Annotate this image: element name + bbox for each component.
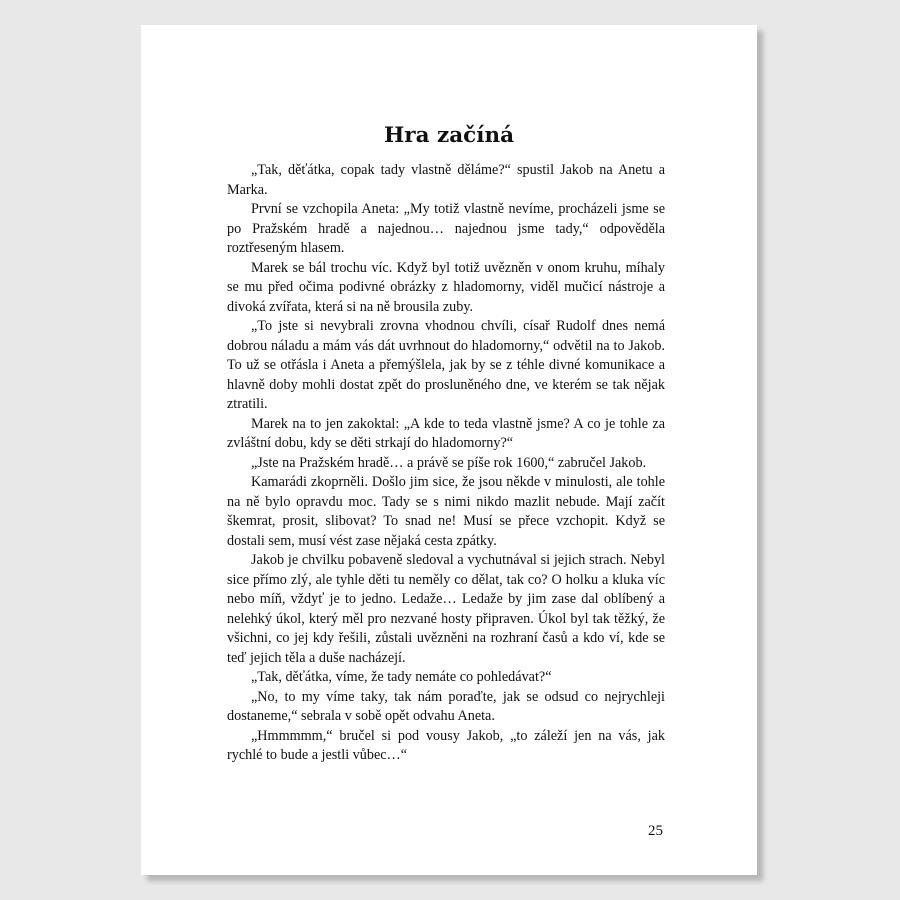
- chapter-text: [227, 161, 665, 766]
- paragraph: „Tak, děťátka, copak tady vlastně děláme?“ spustil Jakob na Anetu a Marka.: [227, 162, 665, 198]
- chapter-title: Hra začíná: [383, 123, 515, 148]
- paragraph: „To jste si nevybrali zrovna vhodnou chvíli, císař Rudolf dnes nemá dobrou náladu a mám vás dát uvrhnout do hladomorny,“ odvětil na to Jakob. To už se otřásla i Aneta a přemýšlela, jak by se z téhle divné komunikace a hlavně doby mohli dostat zpět do prosluněného dne, ve kterém se tak nějak ztratili.: [227, 318, 665, 412]
- page-number: 25: [648, 823, 663, 839]
- paragraph: Kamarádi zkoprněli. Došlo jim sice, že jsou někde v minulosti, ale tohle na ně bylo opravdu moc. Tady se s nimi nikdo mazlit nebude. Mají začít škemrat, prosit, slibovat? To snad ne! Musí se přece vzchopit. Když se dostali sem, musí vést zase nějaká cesta zpátky.: [227, 474, 665, 549]
- paragraph: „Tak, děťátka, víme, že tady nemáte co pohledávat?“: [251, 669, 552, 685]
- paragraph: „Hmmmmm,“ bručel si pod vousy Jakob, „to záleží jen na vás, jak rychlé to bude a jestli vůbec…“: [227, 727, 665, 763]
- paragraph: „Jste na Pražském hradě… a právě se píše rok 1600,“ zabručel Jakob.: [251, 454, 647, 471]
- paragraph: Marek na to jen zakoktal: „A kde to teda vlastně jsme? A co je tohle za zvláštní dobu, kdy se děti strkají do hladomorny?“: [227, 415, 665, 451]
- paragraph: „No, to my víme taky, tak nám poraďte, jak se odsud co nejrychleji dostaneme,“ sebrala v sobě opět odvahu Aneta.: [227, 688, 665, 724]
- paragraph: Marek se bál trochu víc. Když byl totiž uvězněn v onom kruhu, míhaly se mu před očima podivné obrázky z hladomorny, viděl mučicí nástroje a divoká zvířata, která si na ně brousila zuby.: [227, 259, 665, 315]
- paragraph: První se vzchopila Aneta: „My totiž vlastně nevíme, procházeli jsme se po Pražském hradě a najednou… najednou jsme tady,“ odpověděla roztřeseným hlasem.: [227, 201, 665, 256]
- paragraph: Jakob je chvilku pobaveně sledoval a vychutnával si jejich strach. Nebyl sice přímo zlý, ale tyhle děti tu neměly co dělat, tak co? O holku a kluka víc nebo míň, vždyť je to jedno. Ledaže… Ledaže by jim zase dal oblíbený a nelehký úkol, který měl pro nezvané hosty připraven. Úkol byl tak těžký, že všichni, co jej kdy řešili, zůstali uvězněni na rozhraní časů a kdo ví, kde se teď jejich těla a duše nacházejí.: [227, 552, 665, 666]
- book-page: [141, 25, 757, 875]
